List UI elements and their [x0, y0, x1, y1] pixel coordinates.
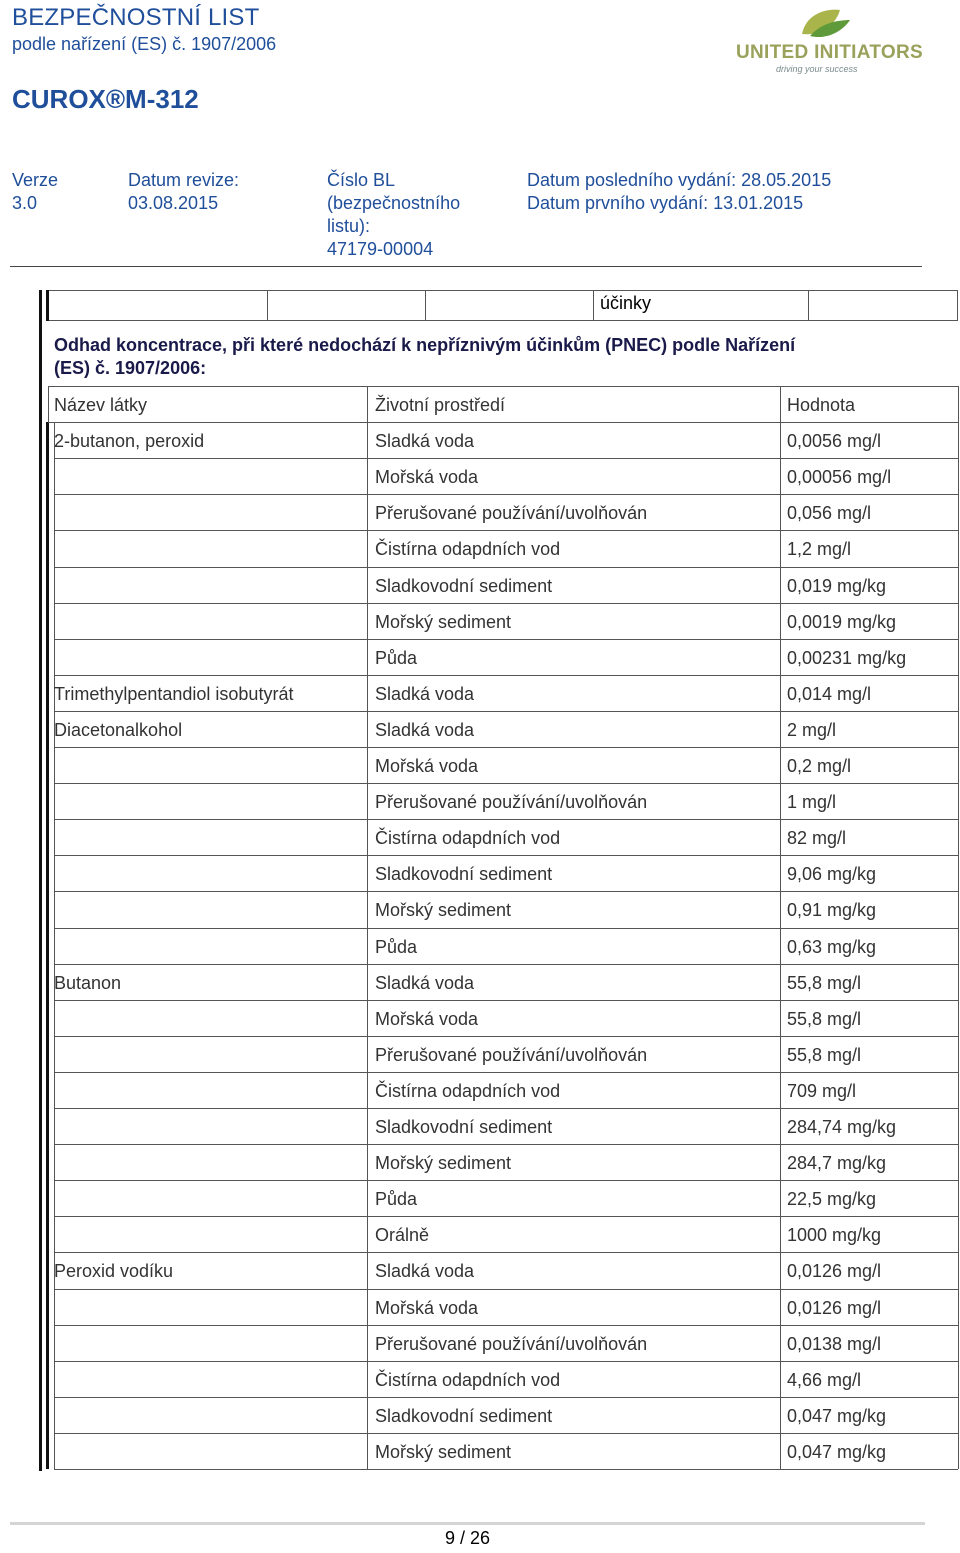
- table-right-border: [958, 386, 959, 1469]
- footer-divider: [10, 1522, 925, 1525]
- table-cell-environment: Orálně: [375, 1225, 430, 1246]
- page-number: 9 / 26: [444, 1528, 491, 1548]
- revision-value: 03.08.2015: [128, 193, 219, 213]
- table-cell-substance: Peroxid vodíku: [54, 1261, 174, 1282]
- table-cell-value: 709 mg/l: [787, 1080, 857, 1101]
- table-cell-environment: Sladká voda: [375, 1261, 475, 1282]
- table-cell-environment: Mořský sediment: [375, 900, 512, 921]
- table-cell-value: 0,047 mg/kg: [787, 1405, 887, 1426]
- table-cell-environment: Čistírna odapdních vod: [375, 1080, 561, 1101]
- table-cell-value: 0,00056 mg/l: [787, 467, 892, 488]
- table-row-border: [54, 1036, 958, 1037]
- table-cell-environment: Sladká voda: [375, 719, 475, 740]
- table-cell-environment: Čistírna odapdních vod: [375, 828, 561, 849]
- table-cell-value: 0,2 mg/l: [787, 756, 852, 776]
- table-row-border: [54, 1289, 958, 1290]
- table-cell-environment: Sladkovodní sediment: [375, 1117, 553, 1137]
- table-row-border: [54, 711, 958, 712]
- table-row-border: [54, 819, 958, 820]
- table-cell-value: 55,8 mg/l: [787, 972, 862, 993]
- table-cell-environment: Sladká voda: [375, 972, 475, 993]
- header-divider: [10, 266, 922, 267]
- table-inner-left-border: [54, 422, 55, 1469]
- table-cell-environment: Čistírna odapdních vod: [375, 1369, 561, 1390]
- table-row-border: [54, 675, 958, 676]
- table-cell-value: 55,8 mg/l: [787, 1008, 862, 1029]
- table-cell-environment: Mořská voda: [375, 1008, 479, 1029]
- table-cell-value: 284,74 mg/kg: [787, 1117, 897, 1137]
- sds-label-2: (bezpečnostního: [327, 193, 461, 213]
- table-cell-value: 0,00231 mg/kg: [787, 647, 907, 668]
- table-row-border: [54, 855, 958, 856]
- prev-row-divider-2: [425, 290, 426, 321]
- table-row-border: [54, 783, 958, 784]
- sds-label-3: listu):: [327, 216, 371, 236]
- table-cell-environment: Mořský sediment: [375, 1153, 512, 1174]
- table-row-border: [54, 1433, 958, 1434]
- table-cell-value: 4,66 mg/l: [787, 1369, 862, 1390]
- table-row-border: [54, 1252, 958, 1253]
- table-row-border: [54, 567, 958, 568]
- sds-value: 47179-00004: [327, 239, 434, 259]
- table-cell-environment: Mořská voda: [375, 756, 479, 776]
- table-cell-environment: Přerušované používání/uvolňován: [375, 792, 648, 813]
- table-cell-value: 0,014 mg/l: [787, 683, 872, 704]
- table-cell-environment: Půda: [375, 647, 418, 668]
- pnec-heading: Odhad koncentrace, při které nedochází k nepříznivým účinkům (PNEC) podle Nařízení: [54, 335, 796, 355]
- table-cell-environment: Přerušované používání/uvolňován: [375, 1044, 648, 1065]
- table-left-bar: [46, 422, 49, 1469]
- table-cell-environment: Mořský sediment: [375, 611, 512, 632]
- table-cell-environment: Půda: [375, 1189, 418, 1210]
- table-row-border: [54, 494, 958, 495]
- version-block: [12, 169, 58, 215]
- table-cell-value: 0,056 mg/l: [787, 503, 872, 524]
- table-row-border: [54, 928, 958, 929]
- prev-row-divider-5: [957, 290, 958, 321]
- sds-number-block: [327, 169, 460, 261]
- table-cell-environment: Sladkovodní sediment: [375, 575, 553, 596]
- document-title: BEZPEČNOSTNÍ LIST: [12, 4, 260, 31]
- product-name: CUROX®M-312: [12, 84, 199, 114]
- table-row-border: [54, 891, 958, 892]
- table-header-bottom-border: [48, 422, 958, 423]
- revision-block: [128, 169, 239, 215]
- column-header-substance: Název látky: [54, 395, 148, 415]
- table-cell-environment: Sladká voda: [375, 431, 475, 452]
- prev-row-bar-2: [46, 290, 49, 321]
- prev-row-effects: účinky: [600, 293, 652, 313]
- table-row-border: [54, 1180, 958, 1181]
- table-row-border: [54, 1397, 958, 1398]
- table-cell-environment: Sladkovodní sediment: [375, 1405, 553, 1426]
- table-cell-value: 2 mg/l: [787, 719, 837, 740]
- table-row-border: [54, 1325, 958, 1326]
- version-label: Verze: [12, 170, 59, 190]
- table-cell-substance: Trimethylpentandiol isobutyrát: [54, 683, 294, 704]
- prev-row-divider-4: [808, 290, 809, 321]
- table-cell-environment: Sladká voda: [375, 683, 475, 704]
- table-cell-value: 1,2 mg/l: [787, 539, 852, 560]
- last-issue-date: Datum posledního vydání: 28.05.2015: [527, 170, 832, 190]
- logo-text: UNITED INITIATORS: [736, 42, 924, 63]
- company-logo: [736, 6, 946, 76]
- prev-row-divider-1: [267, 290, 268, 321]
- table-row-border: [54, 747, 958, 748]
- sds-label: Číslo BL: [327, 170, 396, 190]
- table-cell-value: 0,63 mg/kg: [787, 936, 877, 957]
- table-cell-substance: Butanon: [54, 972, 122, 993]
- table-cell-value: 22,5 mg/kg: [787, 1189, 877, 1210]
- table-header-left-border: [48, 386, 49, 422]
- table-row-border: [54, 1361, 958, 1362]
- table-cell-value: 0,019 mg/kg: [787, 575, 887, 596]
- table-row-border: [54, 458, 958, 459]
- section-bar-1: [39, 321, 42, 1471]
- table-row-border: [54, 1000, 958, 1001]
- table-cell-value: 0,0056 mg/l: [787, 431, 882, 452]
- first-issue-date: Datum prvního vydání: 13.01.2015: [527, 193, 804, 213]
- table-cell-value: 55,8 mg/l: [787, 1044, 862, 1065]
- logo-leaf-icon: [796, 6, 856, 42]
- issue-dates-block: [527, 169, 831, 215]
- document-subtitle: podle nařízení (ES) č. 1907/2006: [12, 34, 277, 54]
- pnec-heading-cont: (ES) č. 1907/2006:: [54, 358, 207, 378]
- prev-row-top: [48, 290, 958, 291]
- table-cell-environment: Mořský sediment: [375, 1441, 512, 1462]
- table-cell-value: 82 mg/l: [787, 828, 847, 849]
- table-cell-value: 0,91 mg/kg: [787, 900, 877, 921]
- table-cell-environment: Přerušované používání/uvolňován: [375, 503, 648, 524]
- table-top-border: [48, 386, 958, 387]
- table-row-border: [54, 1108, 958, 1109]
- column-header-value: Hodnota: [787, 395, 856, 415]
- table-cell-environment: Mořská voda: [375, 467, 479, 488]
- table-cell-value: 1 mg/l: [787, 792, 837, 813]
- table-cell-environment: Přerušované používání/uvolňován: [375, 1333, 648, 1354]
- table-row-border: [54, 964, 958, 965]
- table-row-border: [54, 1469, 958, 1470]
- table-cell-value: 0,0019 mg/kg: [787, 611, 897, 632]
- table-row-border: [54, 1216, 958, 1217]
- table-cell-value: 0,0138 mg/l: [787, 1333, 882, 1354]
- logo-tagline: driving your success: [776, 64, 858, 74]
- prev-row-bottom: [48, 320, 958, 321]
- table-cell-substance: 2-butanon, peroxid: [54, 431, 205, 452]
- revision-label: Datum revize:: [128, 170, 240, 190]
- table-cell-value: 1000 mg/kg: [787, 1225, 882, 1246]
- table-cell-environment: Sladkovodní sediment: [375, 864, 553, 885]
- table-row-border: [54, 603, 958, 604]
- table-cell-value: 0,0126 mg/l: [787, 1261, 882, 1282]
- table-row-border: [54, 1144, 958, 1145]
- prev-row-bar-1: [39, 290, 42, 321]
- table-cell-substance: Diacetonalkohol: [54, 719, 183, 740]
- table-row-border: [54, 639, 958, 640]
- version-value: 3.0: [12, 193, 38, 213]
- prev-row-divider-3: [593, 290, 594, 321]
- table-row-border: [54, 1072, 958, 1073]
- table-cell-environment: Mořská voda: [375, 1297, 479, 1318]
- table-cell-environment: Čistírna odapdních vod: [375, 539, 561, 560]
- table-cell-value: 0,047 mg/kg: [787, 1441, 887, 1462]
- table-cell-value: 9,06 mg/kg: [787, 864, 877, 885]
- table-cell-value: 284,7 mg/kg: [787, 1153, 887, 1174]
- column-header-environment: Životní prostředí: [375, 395, 506, 415]
- table-cell-value: 0,0126 mg/l: [787, 1297, 882, 1318]
- table-cell-environment: Půda: [375, 936, 418, 957]
- table-row-border: [54, 530, 958, 531]
